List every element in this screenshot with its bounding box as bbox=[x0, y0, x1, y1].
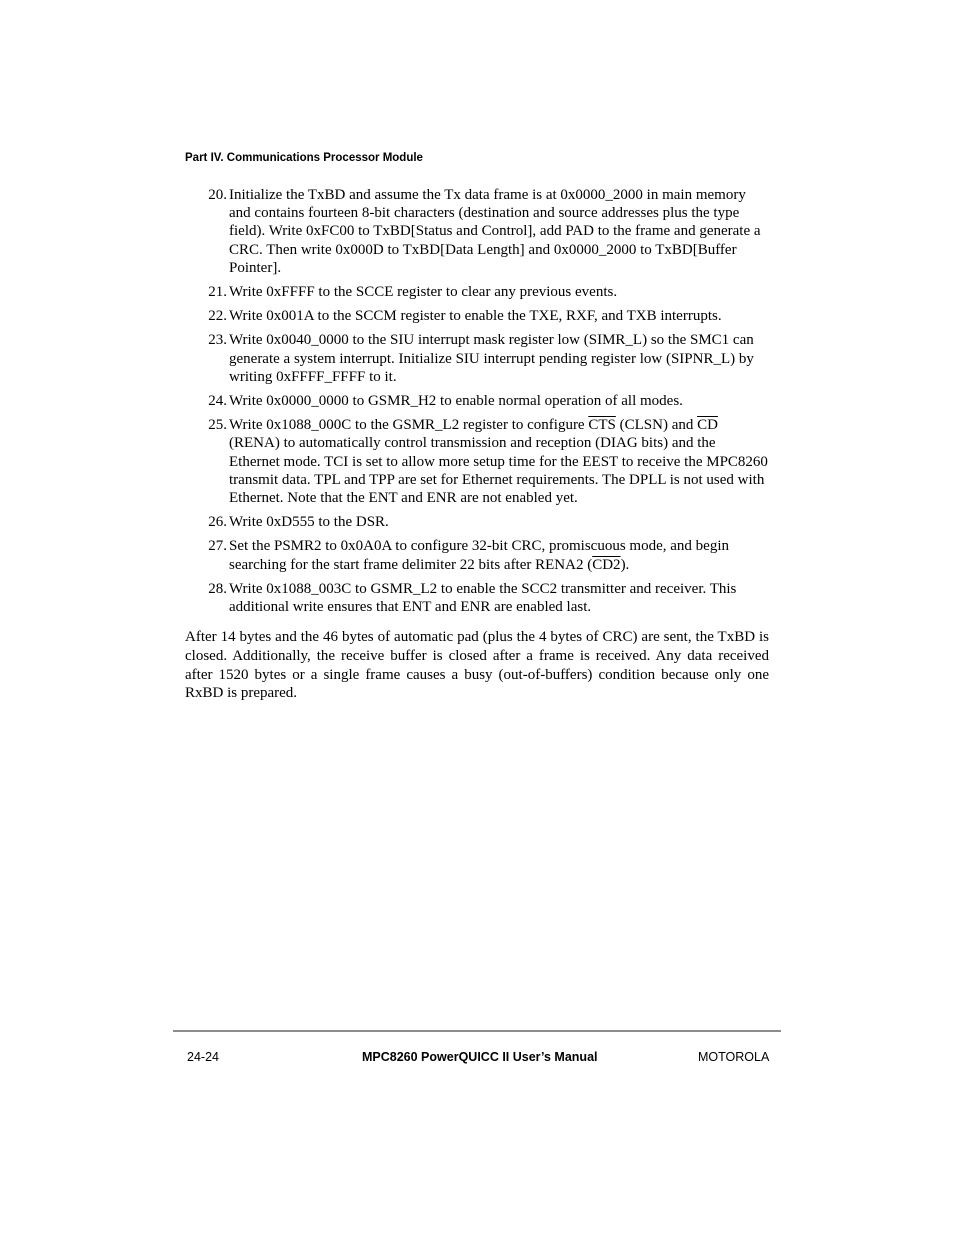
step-number: 21. bbox=[208, 284, 227, 301]
step-28 bbox=[185, 580, 770, 616]
step-text bbox=[229, 417, 768, 506]
active-low-signal-cd2: CD2 bbox=[592, 556, 621, 573]
step-text bbox=[229, 538, 729, 572]
body-paragraph: After 14 bytes and the 46 bytes of automatic pad (plus the 4 bytes of CRC) are sent, the TxBD is closed. Additionally, the receive buffer is closed after a frame is received. Any data received after 1520 bytes or a single frame causes a busy (out-of-buffers) condition because only one RxBD is prepared. bbox=[185, 629, 769, 702]
step-21 bbox=[185, 283, 770, 301]
step-text: Write 0x0000_0000 to GSMR_H2 to enable normal operation of all modes. bbox=[229, 393, 683, 410]
step-text: Initialize the TxBD and assume the Tx data frame is at 0x0000_2000 in main memory and contains fourteen 8-bit characters (destination and source addresses plus the type field). Write 0xFC00 to TxBD[Status and Control], add PAD to the frame and generate a CRC. Then write 0x000D to TxBD[Data Length] and 0x0000_2000 to TxBD[Buffer Pointer]. bbox=[229, 187, 761, 276]
step-text: Write 0x1088_003C to GSMR_L2 to enable the SCC2 transmitter and receiver. This additional write ensures that ENT and ENR are enabled last. bbox=[229, 580, 737, 616]
step-24 bbox=[185, 392, 770, 410]
footer-rule bbox=[173, 1030, 781, 1032]
step-number: 25. bbox=[208, 417, 227, 434]
step-22 bbox=[185, 307, 770, 325]
step-text: Write 0x0040_0000 to the SIU interrupt mask register low (SIMR_L) so the SMC1 can generate a system interrupt. Initialize SIU interrupt pending register low (SIPNR_L) by writing 0xFFFF_FFFF to it. bbox=[229, 332, 754, 385]
step-text-part: ). bbox=[620, 556, 630, 573]
step-text: Write 0xD555 to the DSR. bbox=[229, 514, 389, 531]
step-text-part: Write 0x1088_000C to the GSMR_L2 register to configure bbox=[229, 417, 589, 434]
step-text-part: (RENA) to automatically control transmission and reception (DIAG bits) and the Ethernet mode. TCI is set to allow more setup time for the EEST to receive the MPC8260 transmit data. TPL and TPP are set for Ethernet requirements. The DPLL is not used with Ethernet. Note that the ENT and ENR are not enabled yet. bbox=[229, 435, 768, 507]
step-text: Write 0x001A to the SCCM register to enable the TXE, RXF, and TXB interrupts. bbox=[229, 308, 722, 325]
step-number: 24. bbox=[208, 393, 227, 410]
page-number: 24-24 bbox=[187, 1050, 219, 1064]
step-number: 28. bbox=[208, 580, 227, 597]
procedure-steps bbox=[185, 186, 770, 622]
step-23 bbox=[185, 331, 770, 386]
step-number: 22. bbox=[208, 308, 227, 325]
step-number: 27. bbox=[208, 538, 227, 555]
step-26 bbox=[185, 513, 770, 531]
step-number: 26. bbox=[208, 514, 227, 531]
step-number: 20. bbox=[208, 187, 227, 203]
step-25 bbox=[185, 416, 770, 507]
step-27 bbox=[185, 537, 770, 573]
step-20 bbox=[185, 186, 770, 277]
active-low-signal-cts: $\overline{CTS}$ bbox=[588, 417, 616, 434]
active-low-signal-cd: $\overline{CD}$ bbox=[697, 417, 718, 434]
step-text-part: Set the PSMR2 to 0x0A0A to configure 32-bit CRC, promiscuous mode, and begin searching for the start frame delimiter 22 bits after RENA2 ( bbox=[229, 538, 729, 573]
company-name: MOTOROLA bbox=[698, 1050, 770, 1064]
step-text-part: (CLSN) and bbox=[615, 417, 698, 434]
step-text: Write 0xFFFF to the SCCE register to clear any previous events. bbox=[229, 284, 618, 301]
step-number: 23. bbox=[208, 332, 227, 349]
running-head: Part IV. Communications Processor Module bbox=[185, 152, 423, 164]
manual-title: MPC8260 PowerQUICC II User’s Manual bbox=[362, 1050, 598, 1064]
